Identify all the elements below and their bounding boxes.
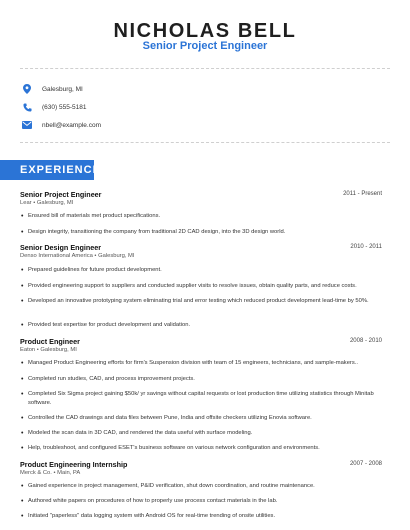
bullet-dot: • (21, 360, 24, 367)
candidate-name: NICHOLAS BELL (113, 20, 297, 42)
envelope-icon (22, 120, 32, 130)
list-item (20, 321, 375, 330)
bullet-text: Provided engineering support to suppliers and conducted supplier visits to resolve issues, obtain quality parts, and reduce costs. (28, 283, 357, 289)
bullet-text: Help, troubleshoot, and configured ESET's business software on various network configuration and environments. (28, 445, 320, 451)
job-dates: 2011 - Present (343, 191, 382, 197)
job-company: Eaton • Galesburg, MI (20, 347, 77, 353)
list-item (20, 375, 375, 384)
phone-text: (630) 555-5181 (42, 103, 87, 111)
bullet-dot: • (21, 283, 24, 290)
location-pin-icon (22, 84, 32, 94)
bullet-dot: • (21, 445, 24, 452)
bullet-dot: • (21, 322, 24, 329)
bullet-dot: • (21, 391, 24, 398)
bullet-dot: • (21, 415, 24, 422)
email-text: nbell@example.com (42, 121, 101, 129)
list-item (20, 297, 375, 306)
job-title: Product Engineer (20, 337, 80, 346)
bullet-dot: • (21, 213, 24, 220)
bullet-dot: • (21, 430, 24, 437)
list-item (20, 497, 375, 506)
bullet-text: Prepared guidelines for future product development. (28, 267, 162, 273)
contact-email (22, 118, 101, 132)
contact-phone (22, 100, 86, 114)
job-title: Product Engineering Internship (20, 460, 128, 469)
candidate-role: Senior Project Engineer (142, 40, 268, 52)
job-title: Senior Design Engineer (20, 243, 102, 252)
bullet-text: Developed an innovative prototyping system eliminating trial and error testing which reduced product development lead-time by 50%. (28, 298, 369, 304)
list-item (20, 414, 375, 423)
job-dates: 2007 - 2008 (349, 461, 382, 467)
bullet-text: Ensured bill of materials met product specifications. (28, 213, 161, 219)
job-dates: 2008 - 2010 (349, 338, 382, 344)
list-item (20, 444, 375, 453)
bullet-dot: • (21, 483, 24, 490)
divider (20, 142, 390, 143)
contact-location (22, 82, 83, 96)
bullet-text: Gained experience in project management, P&ID verification, shut down coordination, and routine maintenance. (28, 483, 315, 489)
bullet-text: Authored white papers on procedures of how to properly use process contact materials in the lab. (28, 498, 278, 504)
divider (20, 68, 390, 69)
bullet-text: Initiated "paperless" data logging system with Android OS for real-time trending of onsite utilities. (28, 513, 276, 519)
bullet-text: Completed run studies, CAD, and process improvement projects. (28, 376, 195, 382)
section-heading-experience: EXPERIENCE (0, 160, 94, 180)
job-company: Lear • Galesburg, MI (20, 200, 74, 206)
job-title: Senior Project Engineer (20, 190, 102, 199)
bullet-text: Provided test expertise for product development and validation. (28, 322, 191, 328)
bullet-text: Managed Product Engineering efforts for firm's Suspension division with team of 15 engineers, technicians, and sample-makers.. (28, 360, 358, 366)
bullet-dot: • (21, 298, 24, 305)
list-item (20, 266, 375, 275)
list-item (20, 429, 375, 438)
bullet-dot: • (21, 498, 24, 505)
bullet-dot: • (21, 267, 24, 274)
list-item (20, 228, 375, 237)
phone-icon (22, 102, 32, 112)
bullet-dot: • (21, 376, 24, 383)
list-item (20, 212, 375, 221)
list-item (20, 282, 375, 291)
list-item (20, 390, 375, 408)
job-company: Denso International America • Galesburg, MI (20, 253, 135, 259)
job-dates: 2010 - 2011 (350, 244, 382, 250)
list-item (20, 359, 375, 368)
list-item (20, 482, 375, 491)
location-text: Galesburg, MI (42, 85, 83, 93)
bullet-dot: • (21, 229, 24, 236)
bullet-text: Completed Six Sigma project gaining $50k/ yr savings without capital requests or lost production time utilizing statistics through Minitab software. (28, 391, 374, 406)
bullet-text: Controlled the CAD drawings and data files between Pune, India and offsite checkers utilizing Enovia software. (28, 415, 312, 421)
job-company: Merck & Co. • Main, PA (20, 470, 81, 476)
bullet-dot: • (21, 513, 24, 520)
bullet-text: Design integrity, transitioning the company from traditional 2D CAD design, into the 3D design world. (28, 229, 286, 235)
bullet-text: Modeled the scan data in 3D CAD, and rendered the data useful with surface modeling. (28, 430, 253, 436)
list-item (20, 512, 375, 521)
